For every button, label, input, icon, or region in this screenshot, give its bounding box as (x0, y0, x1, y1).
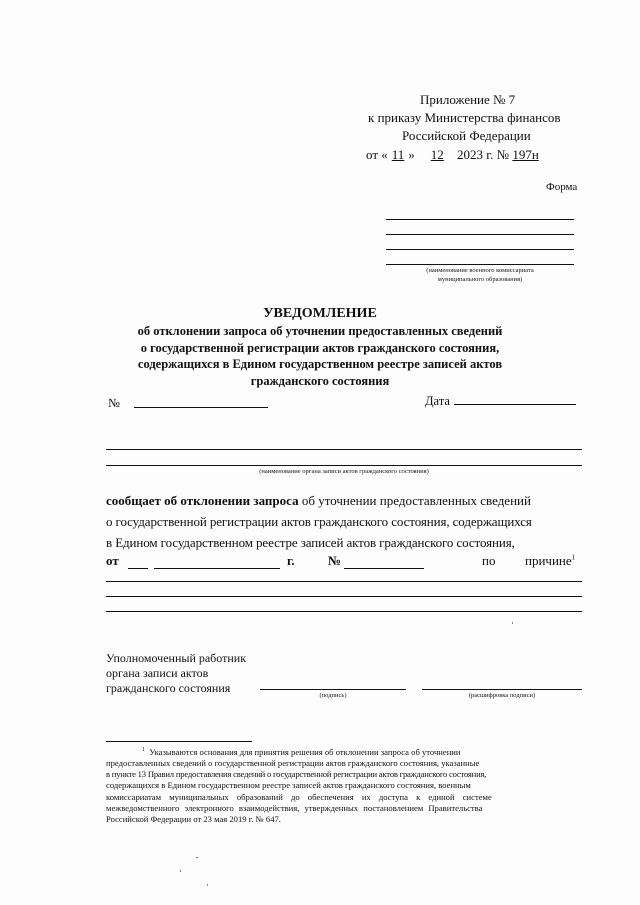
signature-decode-field[interactable] (422, 689, 582, 690)
recipient-line-2 (386, 234, 574, 235)
body-line-1 (106, 490, 584, 511)
order-date-line (366, 147, 539, 163)
footnote-line-2: предоставленных сведений о государственной регистрации актов гражданского состояния, указанные (106, 758, 480, 769)
recipient-caption-2: муниципального образования) (437, 276, 523, 283)
scan-speck (207, 884, 208, 886)
number-field[interactable] (134, 407, 268, 408)
footnote-line-3: в пункте 13 Правил предоставления сведений о государственной регистрации актов гражданского состояния, (106, 769, 487, 780)
footnote-line-7: Российской Федерации от 23 мая 2019 г. № 647. (106, 814, 281, 825)
signatory-role (106, 651, 246, 696)
scan-speck (512, 622, 513, 624)
body-lead-rest: об уточнении предоставленных сведений (298, 493, 531, 508)
body-lead-bold: сообщает об отклонении запроса (106, 493, 299, 508)
subtitle-line-2: о государственной регистрации актов гражданского состояния, (140, 340, 500, 355)
form-label: Форма (546, 181, 578, 193)
body-paragraph (106, 490, 584, 553)
reason-line-3[interactable] (106, 611, 582, 612)
order-month: 12 (430, 147, 444, 162)
reason-word: причине (525, 553, 572, 568)
recipient-line-1 (386, 219, 574, 220)
subtitle-line-4: гражданского состояния (250, 373, 390, 388)
record-no-field[interactable] (344, 568, 424, 569)
date-label: Дата (425, 394, 450, 408)
reason-line-1[interactable] (106, 581, 582, 582)
signature-caption: (подпись) (319, 692, 347, 699)
footnote-text-1: Указываются основания для принятия решения об отклонении запроса об уточнении (149, 746, 461, 757)
footnote-mark: 1 (142, 747, 145, 753)
from-date-field[interactable] (154, 568, 280, 569)
date-mid: » (408, 147, 415, 162)
recipient-caption (380, 266, 580, 284)
subtitle-line-1: об отклонении запроса об уточнении предоставленных сведений (137, 324, 503, 338)
recipient-line-4 (386, 264, 574, 265)
footnote-separator (106, 741, 252, 742)
body-line-2: о государственной регистрации актов гражданского состояния, содержащихся (106, 514, 532, 529)
scan-speck (180, 870, 181, 872)
footnote-line-5: комиссариатам муниципальных образований до обеспечения их доступа к единой системе (106, 791, 492, 802)
date-prefix: от « (366, 147, 388, 162)
subtitle-line-3: содержащихся в Едином государственном реестре записей актов (137, 357, 503, 371)
footnote-line-1 (106, 745, 584, 758)
role-line-2: органа записи актов (106, 666, 209, 680)
from-label: от (106, 553, 119, 568)
body-line-3: в Едином государственном реестре записей актов гражданского состояния, (106, 535, 515, 550)
year-label: г. (287, 553, 295, 568)
document-subtitle (0, 323, 640, 389)
document-title: УВЕДОМЛЕНИЕ (263, 306, 377, 321)
org-name-line-2[interactable] (106, 465, 582, 466)
order-day: 11 (391, 147, 405, 162)
appendix-title: Приложение № 7 (420, 92, 516, 107)
org-caption: (наименование органа записи актов гражданского состояния) (259, 468, 429, 475)
recipient-line-3 (386, 249, 574, 250)
order-year: 2023 г. № (457, 147, 510, 162)
role-line-1: Уполномоченный работник (106, 651, 247, 665)
reason-label-2 (525, 553, 575, 569)
recipient-caption-1: (наименование военного комиссариата (426, 267, 534, 274)
org-name-line-1[interactable] (106, 449, 582, 450)
signature-field[interactable] (260, 689, 406, 690)
number-label: № (108, 396, 120, 410)
footnote-line-6: межведомственного электронного взаимодействия, утвержденных постановлением Правительства (106, 802, 483, 813)
record-no-label: № (328, 553, 342, 568)
role-line-3: гражданского состояния (106, 681, 231, 695)
org-line: Российской Федерации (402, 128, 531, 143)
order-number: 197н (512, 147, 539, 162)
signature-decode-caption: (расшифровка подписи) (468, 692, 536, 699)
reason-line-2[interactable] (106, 596, 582, 597)
reason-label-1: по (482, 553, 496, 568)
footnote-line-4: содержащихся в Едином государственном реестре записей актов гражданского состояния, военным (106, 780, 471, 791)
order-line: к приказу Министерства финансов (368, 110, 561, 125)
date-field[interactable] (454, 404, 576, 405)
scan-speck (196, 857, 198, 858)
footnote (106, 745, 584, 825)
from-day-field[interactable] (128, 568, 148, 569)
footnote-ref: 1 (571, 553, 576, 562)
